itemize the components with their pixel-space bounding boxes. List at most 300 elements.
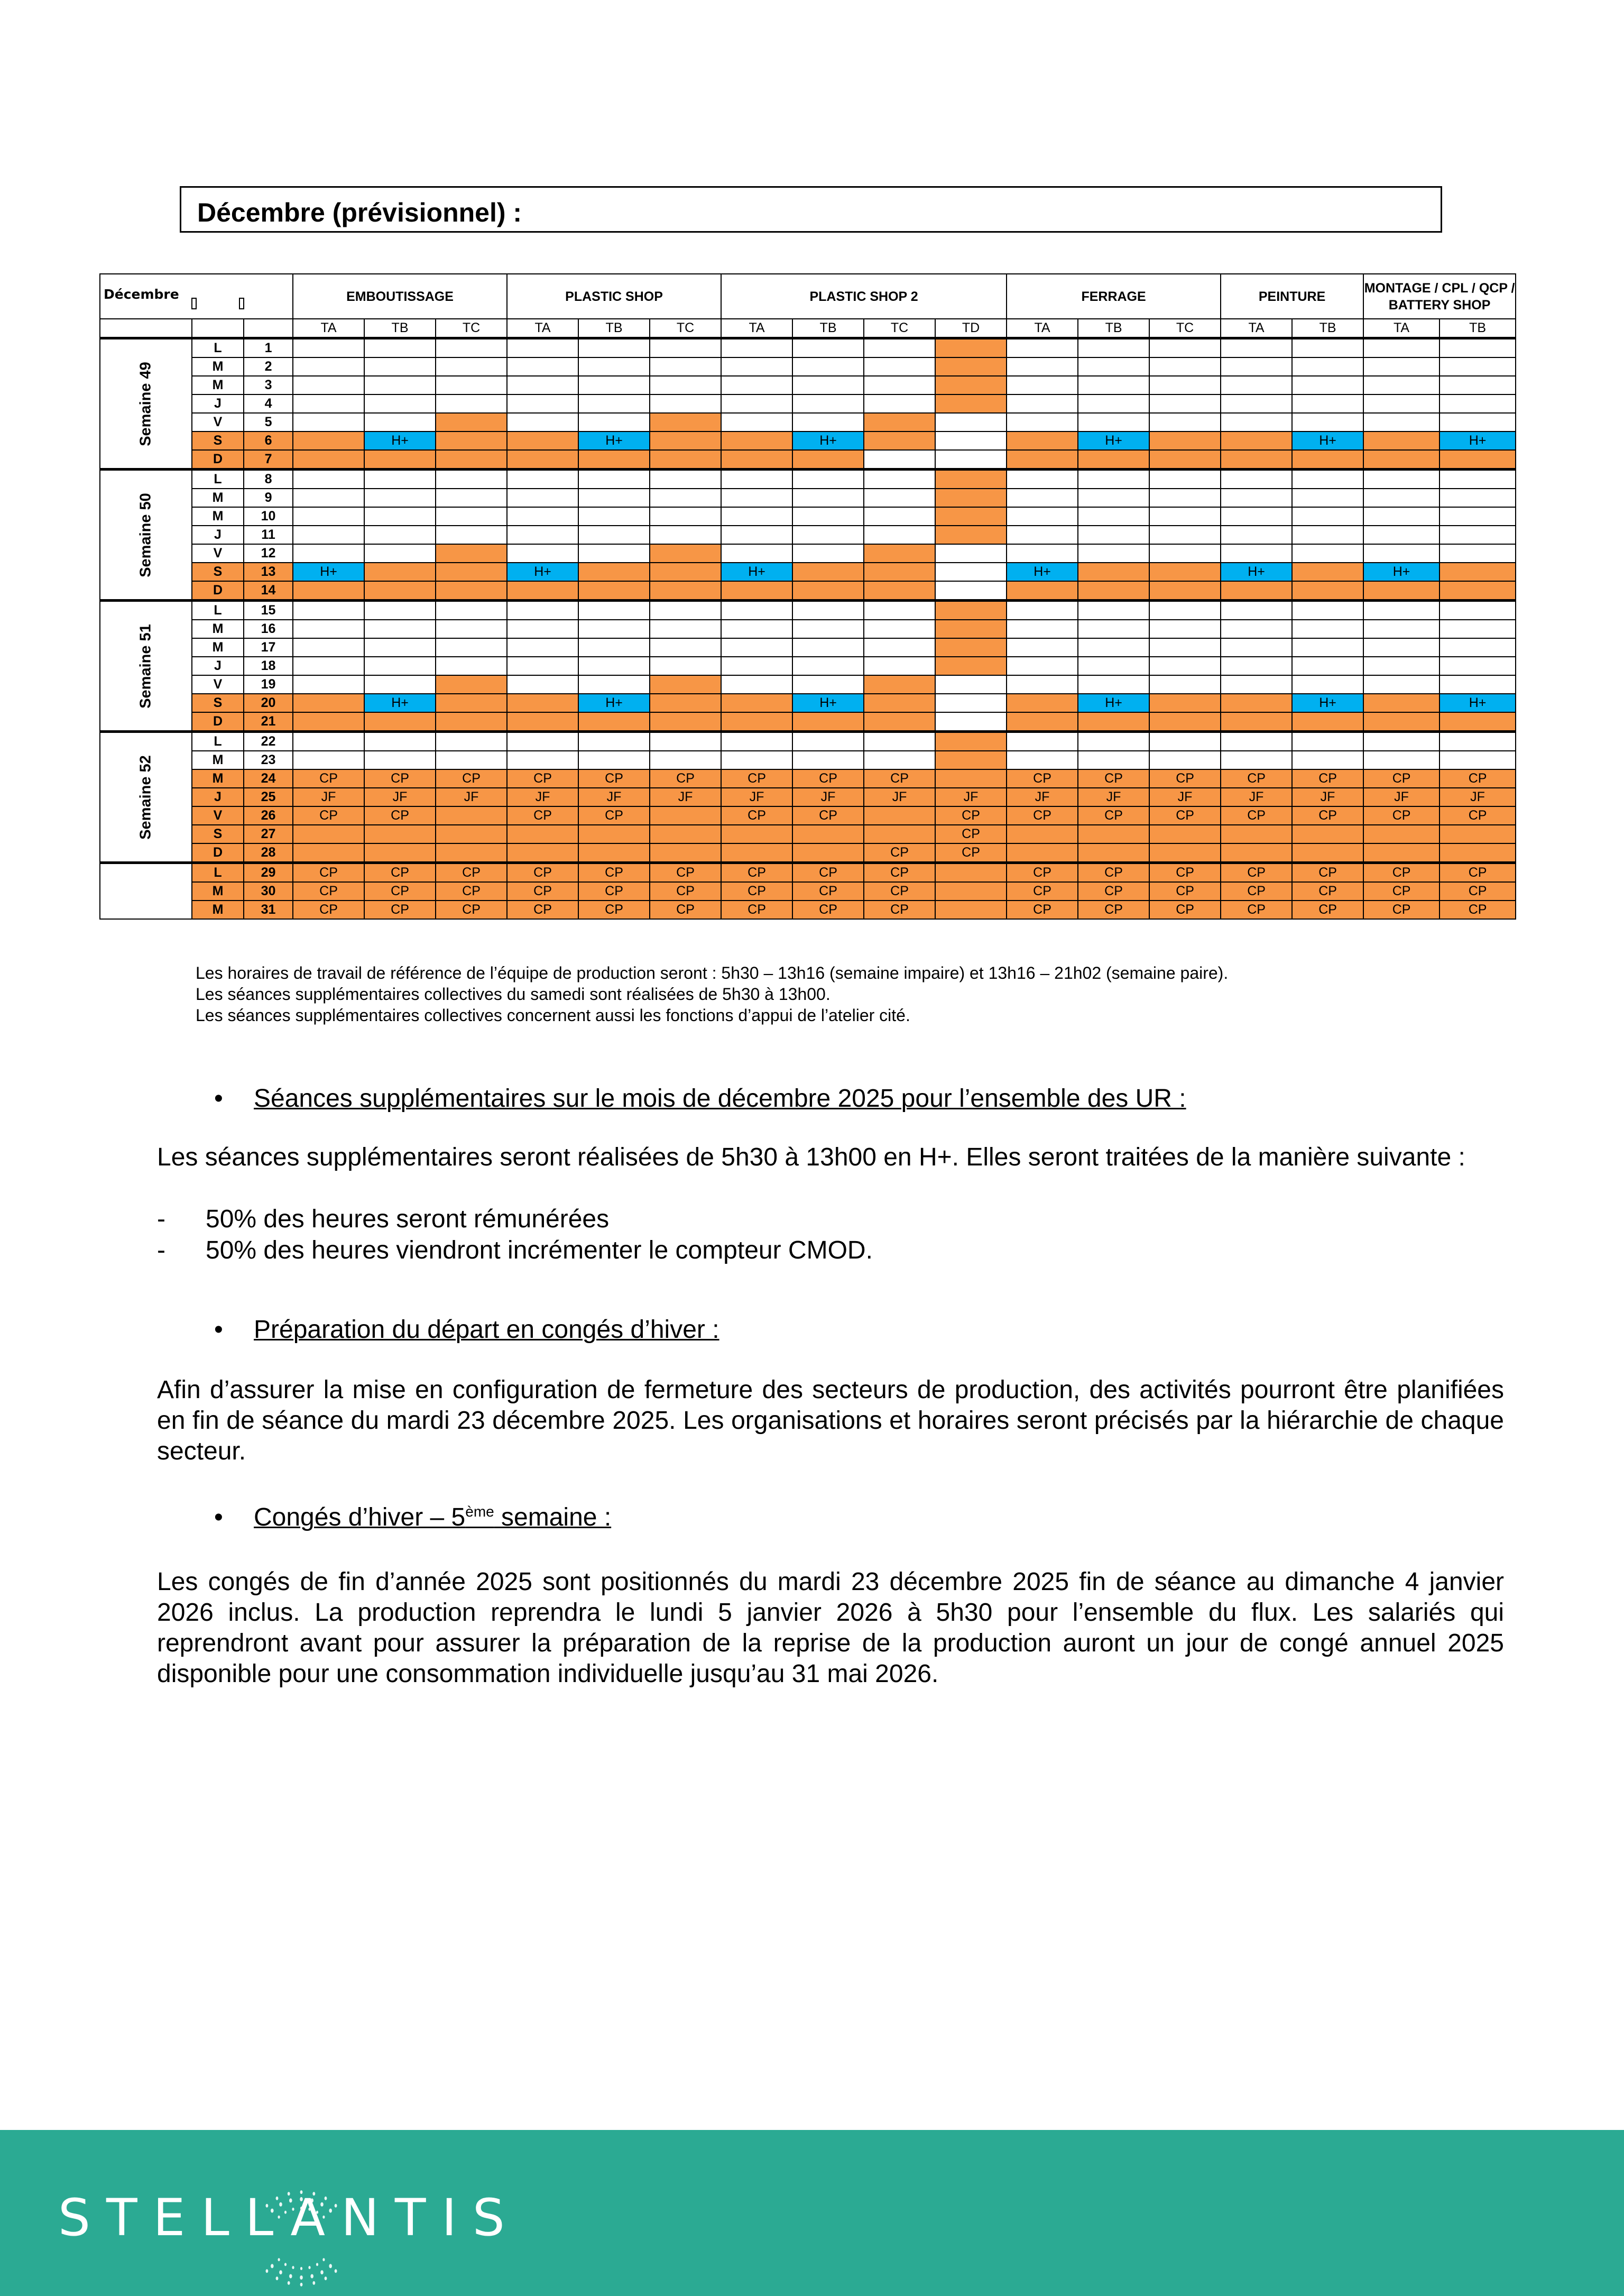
footnote-saturday: Les séances supplémentaires collectives du samedi sont réalisées de 5h30 à 13h00. <box>196 985 831 1004</box>
schedule-cell <box>1221 338 1292 358</box>
day-letter: J <box>192 526 244 544</box>
schedule-cell <box>1007 694 1078 712</box>
schedule-cell: JF <box>507 788 578 806</box>
schedule-cell: CP <box>436 882 507 901</box>
schedule-cell: H+ <box>1221 563 1292 581</box>
schedule-cell: JF <box>364 788 436 806</box>
schedule-cell <box>293 581 364 601</box>
bullet-icon: • <box>214 1316 223 1344</box>
schedule-cell: CP <box>864 863 935 883</box>
day-letter: L <box>192 863 244 883</box>
schedule-cell <box>1292 376 1363 394</box>
schedule-cell <box>1007 675 1078 694</box>
schedule-cell <box>1078 825 1149 843</box>
schedule-cell: CP <box>721 901 792 919</box>
schedule-cell <box>1149 376 1221 394</box>
schedule-cell <box>721 712 792 732</box>
schedule-cell: H+ <box>792 431 864 450</box>
schedule-cell: CP <box>1221 769 1292 788</box>
schedule-cell: CP <box>1078 882 1149 901</box>
day-letter: M <box>192 357 244 376</box>
schedule-cell <box>1007 489 1078 507</box>
schedule-cell <box>364 544 436 563</box>
week-label: Semaine 52 <box>137 755 154 840</box>
schedule-cell: H+ <box>1078 694 1149 712</box>
schedule-cell <box>507 620 578 638</box>
schedule-cell <box>650 638 721 657</box>
schedule-cell <box>1149 489 1221 507</box>
schedule-cell <box>436 563 507 581</box>
schedule-cell <box>1292 751 1363 769</box>
schedule-cell: CP <box>721 863 792 883</box>
schedule-cell: CP <box>935 825 1007 843</box>
schedule-cell <box>935 581 1007 601</box>
table-row <box>100 901 1516 919</box>
schedule-cell <box>1149 563 1221 581</box>
schedule-cell: JF <box>1078 788 1149 806</box>
schedule-cell <box>1007 526 1078 544</box>
schedule-cell <box>1221 450 1292 470</box>
schedule-cell <box>864 601 935 620</box>
schedule-cell <box>578 732 650 751</box>
department-header: FERRAGE <box>1007 274 1221 319</box>
schedule-cell: CP <box>364 806 436 825</box>
subheader-blank <box>192 319 244 338</box>
schedule-cell <box>1440 376 1516 394</box>
schedule-cell <box>935 394 1007 413</box>
table-row <box>100 526 1516 544</box>
schedule-cell <box>1221 394 1292 413</box>
schedule-cell <box>507 601 578 620</box>
schedule-cell: CP <box>1363 901 1440 919</box>
schedule-cell <box>650 507 721 526</box>
week-label-cell <box>100 338 192 470</box>
schedule-cell <box>935 526 1007 544</box>
day-number: 20 <box>244 694 293 712</box>
schedule-cell <box>721 489 792 507</box>
schedule-cell <box>1363 544 1440 563</box>
schedule-cell <box>864 376 935 394</box>
schedule-cell: CP <box>1078 863 1149 883</box>
team-header: TC <box>1149 319 1221 338</box>
schedule-cell <box>364 507 436 526</box>
schedule-cell <box>1440 357 1516 376</box>
schedule-cell <box>1221 675 1292 694</box>
schedule-cell <box>935 470 1007 489</box>
schedule-cell <box>364 450 436 470</box>
day-number: 18 <box>244 657 293 675</box>
schedule-cell <box>436 712 507 732</box>
schedule-cell <box>293 638 364 657</box>
day-letter: D <box>192 712 244 732</box>
schedule-cell <box>935 507 1007 526</box>
schedule-cell <box>364 732 436 751</box>
schedule-cell <box>1363 431 1440 450</box>
schedule-cell <box>1363 732 1440 751</box>
schedule-cell <box>1440 507 1516 526</box>
schedule-cell <box>1149 544 1221 563</box>
schedule-cell: H+ <box>364 431 436 450</box>
schedule-cell <box>1440 394 1516 413</box>
schedule-cell <box>1440 638 1516 657</box>
schedule-cell <box>1440 843 1516 863</box>
schedule-cell <box>1292 450 1363 470</box>
day-number: 26 <box>244 806 293 825</box>
schedule-cell <box>364 470 436 489</box>
table-row <box>100 638 1516 657</box>
schedule-cell <box>436 638 507 657</box>
schedule-cell <box>293 450 364 470</box>
schedule-cell <box>293 732 364 751</box>
subheader-blank <box>100 319 192 338</box>
schedule-cell <box>1078 526 1149 544</box>
schedule-cell <box>1149 526 1221 544</box>
bullet-icon: • <box>214 1085 223 1113</box>
schedule-cell <box>1007 751 1078 769</box>
schedule-cell <box>721 732 792 751</box>
schedule-cell: CP <box>864 901 935 919</box>
schedule-cell <box>364 843 436 863</box>
logo-dot <box>312 2281 315 2285</box>
footer-band <box>0 2130 1624 2296</box>
logo-dot <box>322 2258 325 2261</box>
day-number: 5 <box>244 413 293 431</box>
day-letter: D <box>192 450 244 470</box>
schedule-cell <box>1221 843 1292 863</box>
schedule-cell <box>578 507 650 526</box>
schedule-cell <box>792 413 864 431</box>
schedule-cell <box>1078 732 1149 751</box>
schedule-cell: JF <box>293 788 364 806</box>
schedule-cell: CP <box>507 901 578 919</box>
schedule-cell <box>1078 638 1149 657</box>
heading-text: Préparation du départ en congés d’hiver : <box>254 1316 719 1344</box>
schedule-cell <box>507 825 578 843</box>
team-header: TB <box>364 319 436 338</box>
schedule-cell <box>864 338 935 358</box>
schedule-cell <box>507 712 578 732</box>
schedule-cell <box>864 751 935 769</box>
schedule-cell <box>507 675 578 694</box>
schedule-cell <box>935 376 1007 394</box>
schedule-cell <box>436 843 507 863</box>
schedule-cell: CP <box>364 769 436 788</box>
department-header: EMBOUTISSAGE <box>293 274 507 319</box>
schedule-cell: CP <box>1007 863 1078 883</box>
schedule-cell <box>1149 470 1221 489</box>
schedule-cell <box>1221 751 1292 769</box>
schedule-cell: CP <box>436 901 507 919</box>
schedule-cell <box>1292 489 1363 507</box>
schedule-cell <box>436 620 507 638</box>
schedule-cell <box>364 413 436 431</box>
schedule-cell <box>864 675 935 694</box>
heading-text-part: semaine : <box>494 1503 612 1531</box>
schedule-cell: CP <box>935 843 1007 863</box>
schedule-cell <box>293 657 364 675</box>
schedule-cell: CP <box>721 882 792 901</box>
schedule-cell <box>1221 712 1292 732</box>
schedule-cell: CP <box>792 806 864 825</box>
schedule-cell <box>364 638 436 657</box>
schedule-cell <box>1363 694 1440 712</box>
schedule-cell <box>1292 507 1363 526</box>
schedule-cell <box>293 431 364 450</box>
day-number: 25 <box>244 788 293 806</box>
schedule-cell: CP <box>1221 882 1292 901</box>
table-row <box>100 882 1516 901</box>
stellantis-logo: STELLANTIS <box>58 2188 521 2247</box>
table-row <box>100 769 1516 788</box>
schedule-cell <box>507 638 578 657</box>
table-row <box>100 788 1516 806</box>
schedule-cell <box>436 581 507 601</box>
schedule-cell <box>364 601 436 620</box>
day-number: 4 <box>244 394 293 413</box>
schedule-cell <box>1007 825 1078 843</box>
schedule-cell <box>935 431 1007 450</box>
week-label-cell <box>100 601 192 732</box>
heading-superscript: ème <box>465 1503 494 1520</box>
schedule-cell <box>1363 470 1440 489</box>
schedule-cell: CP <box>578 769 650 788</box>
schedule-cell <box>1440 338 1516 358</box>
schedule-cell <box>507 526 578 544</box>
schedule-cell <box>721 357 792 376</box>
table-row <box>100 450 1516 470</box>
schedule-cell <box>1440 581 1516 601</box>
schedule-cell <box>436 601 507 620</box>
schedule-cell <box>436 694 507 712</box>
schedule-cell <box>1440 450 1516 470</box>
day-letter: M <box>192 507 244 526</box>
schedule-cell <box>650 489 721 507</box>
schedule-cell <box>578 675 650 694</box>
table-row <box>100 732 1516 751</box>
schedule-cell <box>1292 581 1363 601</box>
schedule-cell <box>507 470 578 489</box>
schedule-cell <box>864 694 935 712</box>
schedule-cell <box>864 563 935 581</box>
schedule-cell <box>792 638 864 657</box>
schedule-cell <box>935 657 1007 675</box>
schedule-cell <box>1078 338 1149 358</box>
schedule-cell <box>1292 357 1363 376</box>
schedule-cell: JF <box>935 788 1007 806</box>
schedule-cell <box>1363 376 1440 394</box>
schedule-cell <box>1007 470 1078 489</box>
team-header: TB <box>1292 319 1363 338</box>
schedule-cell <box>1007 638 1078 657</box>
table-row <box>100 581 1516 601</box>
schedule-cell <box>1363 526 1440 544</box>
schedule-cell: CP <box>507 882 578 901</box>
schedule-cell <box>1221 601 1292 620</box>
table-row <box>100 694 1516 712</box>
list-item-text: 50% des heures seront rémunérées <box>206 1205 610 1233</box>
day-letter: M <box>192 769 244 788</box>
schedule-cell <box>578 601 650 620</box>
bullet-icon: • <box>214 1503 223 1531</box>
schedule-cell <box>721 394 792 413</box>
schedule-cell <box>1292 825 1363 843</box>
heading-text: Séances supplémentaires sur le mois de décembre 2025 pour l’ensemble des UR : <box>254 1085 1186 1113</box>
schedule-cell <box>364 620 436 638</box>
table-row <box>100 357 1516 376</box>
day-letter: V <box>192 413 244 431</box>
schedule-cell <box>1149 507 1221 526</box>
schedule-cell <box>1149 450 1221 470</box>
schedule-cell: CP <box>1221 901 1292 919</box>
schedule-cell <box>1078 843 1149 863</box>
logo-dot <box>320 2270 324 2274</box>
week-label-cell <box>100 863 192 920</box>
schedule-cell <box>364 751 436 769</box>
schedule-cell <box>1221 413 1292 431</box>
schedule-cell <box>935 712 1007 732</box>
schedule-cell: CP <box>1221 806 1292 825</box>
day-letter: V <box>192 806 244 825</box>
schedule-cell <box>578 657 650 675</box>
schedule-cell <box>792 563 864 581</box>
schedule-cell: JF <box>721 788 792 806</box>
schedule-cell <box>578 712 650 732</box>
schedule-cell <box>792 394 864 413</box>
day-letter: L <box>192 601 244 620</box>
day-number: 21 <box>244 712 293 732</box>
schedule-cell <box>1440 489 1516 507</box>
team-header: TA <box>1007 319 1078 338</box>
day-number: 23 <box>244 751 293 769</box>
schedule-cell: CP <box>507 863 578 883</box>
schedule-cell <box>1078 413 1149 431</box>
schedule-cell: CP <box>792 863 864 883</box>
day-number: 24 <box>244 769 293 788</box>
day-number: 15 <box>244 601 293 620</box>
schedule-cell <box>436 732 507 751</box>
schedule-cell: CP <box>1149 806 1221 825</box>
day-number: 22 <box>244 732 293 751</box>
table-row <box>100 620 1516 638</box>
logo-dot <box>292 2266 294 2269</box>
schedule-cell <box>721 507 792 526</box>
schedule-cell <box>293 489 364 507</box>
schedule-cell <box>364 489 436 507</box>
day-letter: L <box>192 732 244 751</box>
schedule-cell <box>1440 620 1516 638</box>
schedule-cell: H+ <box>578 431 650 450</box>
schedule-cell <box>578 413 650 431</box>
schedule-cell: CP <box>293 901 364 919</box>
schedule-cell <box>436 470 507 489</box>
day-number: 30 <box>244 882 293 901</box>
schedule-cell: H+ <box>721 563 792 581</box>
schedule-cell <box>293 694 364 712</box>
schedule-cell <box>1149 431 1221 450</box>
schedule-cell <box>650 806 721 825</box>
schedule-cell <box>864 638 935 657</box>
schedule-cell <box>364 376 436 394</box>
schedule-cell <box>293 376 364 394</box>
day-number: 12 <box>244 544 293 563</box>
schedule-cell <box>792 338 864 358</box>
day-letter: V <box>192 675 244 694</box>
schedule-cell <box>293 825 364 843</box>
team-header: TC <box>436 319 507 338</box>
schedule-cell <box>1149 712 1221 732</box>
schedule-cell <box>364 338 436 358</box>
table-row <box>100 413 1516 431</box>
day-letter: L <box>192 338 244 358</box>
day-letter: M <box>192 376 244 394</box>
winter-leave-paragraph: Les congés de fin d’année 2025 sont positionnés du mardi 23 décembre 2025 fin de séance au dimanche 4 janvier 2026 inclus. La production reprendra le lundi 5 janvier 2026 à 5h30 pour l’ensemble du flux. Les salariés qui reprendront avant pour assurer la préparation de la reprise de la production auront un jour de congé annuel 2025 disponible pour une consommation individuelle jusqu’au 31 mai 2026. <box>157 1568 1504 1688</box>
schedule-cell <box>507 732 578 751</box>
schedule-cell <box>864 712 935 732</box>
team-header: TC <box>864 319 935 338</box>
schedule-cell <box>1149 843 1221 863</box>
schedule-cell <box>1363 825 1440 843</box>
day-number: 17 <box>244 638 293 657</box>
schedule-cell <box>650 563 721 581</box>
logo-dot <box>289 2274 292 2279</box>
schedule-cell <box>864 470 935 489</box>
schedule-cell <box>507 376 578 394</box>
schedule-cell <box>1292 712 1363 732</box>
schedule-cell <box>1007 732 1078 751</box>
schedule-cell <box>1363 357 1440 376</box>
day-letter: L <box>192 470 244 489</box>
day-number: 7 <box>244 450 293 470</box>
dash-marker: - <box>157 1236 165 1264</box>
schedule-cell <box>1221 825 1292 843</box>
table-row <box>100 825 1516 843</box>
schedule-cell <box>1363 638 1440 657</box>
logo-dot <box>325 2276 327 2280</box>
schedule-cell <box>1440 544 1516 563</box>
schedule-cell <box>1440 751 1516 769</box>
schedule-cell <box>1149 825 1221 843</box>
schedule-cell <box>1007 657 1078 675</box>
department-header: PLASTIC SHOP <box>507 274 721 319</box>
schedule-cell <box>721 376 792 394</box>
list-item-text: 50% des heures viendront incrémenter le compteur CMOD. <box>206 1236 873 1264</box>
schedule-cell <box>650 732 721 751</box>
day-number: 31 <box>244 901 293 919</box>
schedule-cell: CP <box>578 901 650 919</box>
schedule-cell <box>650 394 721 413</box>
schedule-cell <box>1221 694 1292 712</box>
schedule-cell: CP <box>1078 769 1149 788</box>
subheader-blank <box>244 319 293 338</box>
logo-dot <box>329 2264 332 2268</box>
schedule-cell <box>721 338 792 358</box>
schedule-cell <box>935 675 1007 694</box>
schedule-cell <box>935 413 1007 431</box>
schedule-cell <box>864 357 935 376</box>
schedule-cell <box>650 581 721 601</box>
schedule-cell <box>507 657 578 675</box>
schedule-cell <box>1007 357 1078 376</box>
schedule-cell <box>1363 620 1440 638</box>
schedule-cell: CP <box>293 806 364 825</box>
team-header: TA <box>1221 319 1292 338</box>
schedule-cell <box>1078 394 1149 413</box>
missing-glyph-icon <box>239 298 244 309</box>
logo-dot <box>276 2276 279 2280</box>
team-header: TB <box>1440 319 1516 338</box>
schedule-cell <box>864 450 935 470</box>
schedule-cell <box>507 581 578 601</box>
